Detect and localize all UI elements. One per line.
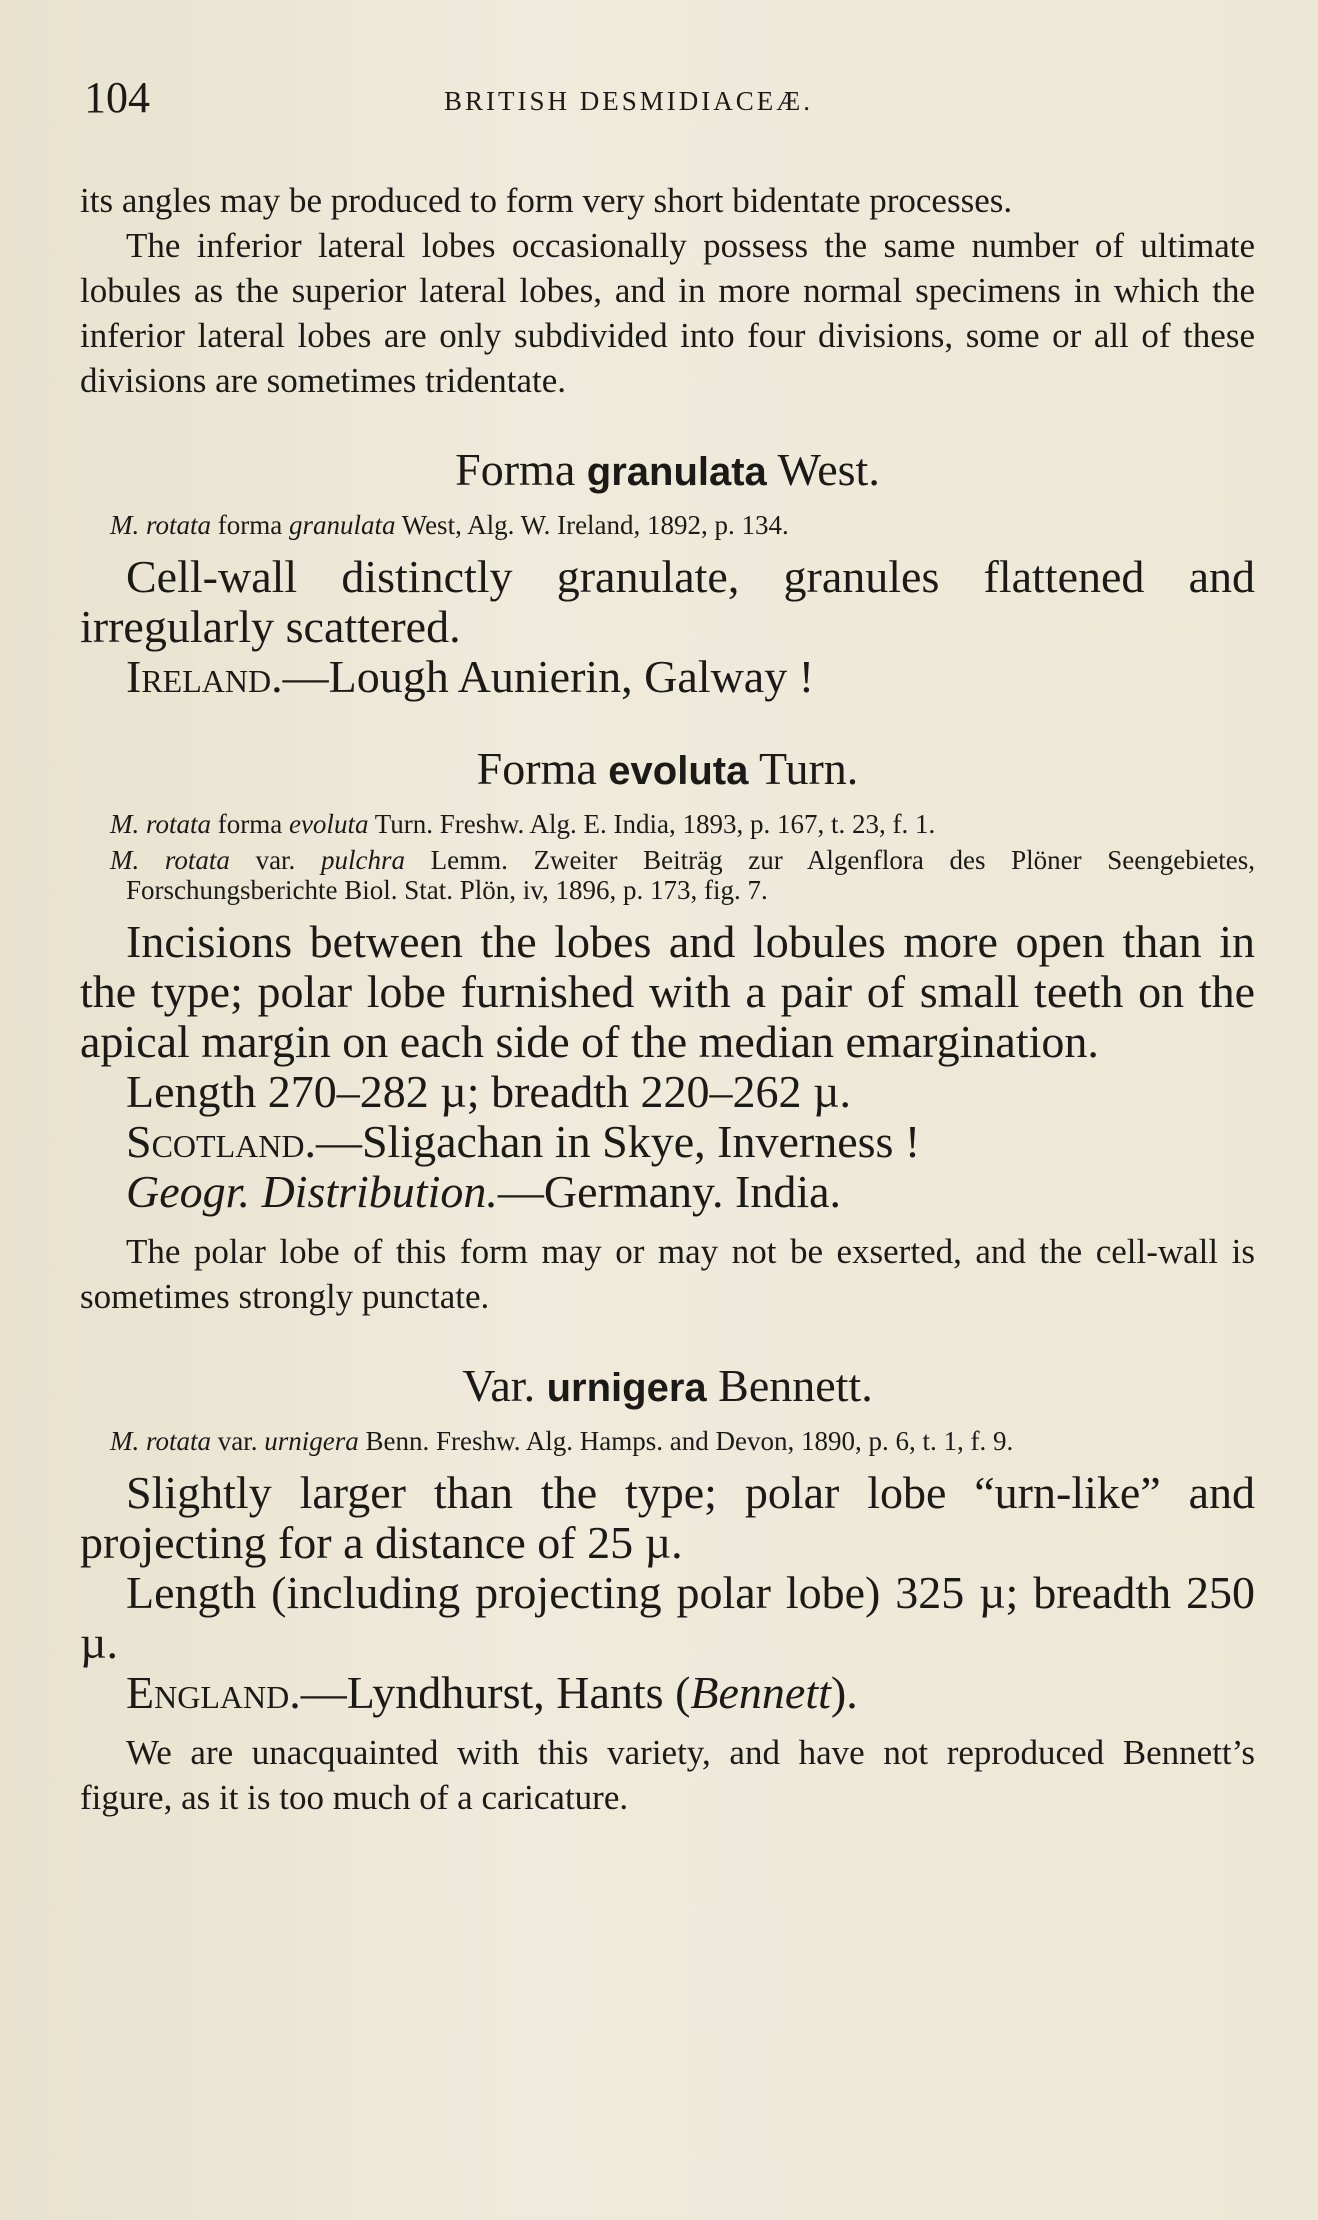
intro-paragraph-2: The inferior lateral lobes occasionally possess the same number of ultimate lobules as the superior lateral lobes, and in more normal specimens in which the inferior lateral lobes are only subdivided into four divisions, some or all of these divisions are sometimes tridentate. — [80, 226, 1255, 400]
evoluta-locality: Scotland.—Sligachan in Skye, Inverness ! — [126, 1116, 921, 1167]
urnigera-locality: England.—Lyndhurst, Hants (Bennett). — [126, 1667, 858, 1718]
evoluta-note: The polar lobe of this form may or may not be exserted, and the cell-wall is sometimes strongly punctate. — [80, 1232, 1255, 1316]
urnigera-citation: M. rotata var. urnigera Benn. Freshw. Alg. Hamps. and Devon, 1890, p. 6, t. 1, f. 9. — [110, 1426, 1014, 1456]
running-head: BRITISH DESMIDIACEÆ. — [444, 86, 814, 116]
granulata-heading: Forma granulata West. — [455, 444, 880, 495]
urnigera-dimensions: Length (including projecting polar lobe) 325 µ; breadth 250 µ. — [80, 1567, 1255, 1668]
evoluta-distribution: Geogr. Distribution.—Germany. India. — [126, 1166, 842, 1217]
evoluta-citation-2: M. rotata var. pulchra Lemm. Zweiter Beiträg zur Algenflora des Plöner Seengebietes, Forschungsberichte Biol. Stat. Plön, iv, 1896, p. 173, fig. 7. — [110, 845, 1255, 905]
granulata-description: Cell-wall distinctly granulate, granules flattened and irregularly scattered. — [80, 551, 1255, 652]
page-body — [80, 178, 1255, 1820]
evoluta-heading: Forma evoluta Turn. — [476, 743, 859, 794]
evoluta-dimensions: Length 270–282 µ; breadth 220–262 µ. — [126, 1066, 852, 1117]
evoluta-description: Incisions between the lobes and lobules more open than in the type; polar lobe furnished with a pair of small teeth on the apical margin on each side of the median emargination. — [80, 916, 1255, 1067]
urnigera-description: Slightly larger than the type; polar lobe “urn-like” and projecting for a distance of 25 µ. — [80, 1467, 1255, 1568]
granulata-locality: Ireland.—Lough Aunierin, Galway ! — [126, 651, 815, 702]
intro-paragraph-1: its angles may be produced to form very short bidentate processes. — [80, 181, 1013, 220]
evoluta-citation-1: M. rotata forma evoluta Turn. Freshw. Alg. E. India, 1893, p. 167, t. 23, f. 1. — [110, 809, 936, 839]
urnigera-note: We are unacquainted with this variety, and have not reproduced Bennett’s figure, as it is too much of a caricature. — [80, 1733, 1255, 1817]
page-header — [84, 72, 1248, 132]
page-number: 104 — [84, 73, 150, 122]
granulata-citation: M. rotata forma granulata West, Alg. W. Ireland, 1892, p. 134. — [110, 510, 789, 540]
urnigera-heading: Var. urnigera Bennett. — [462, 1360, 873, 1411]
